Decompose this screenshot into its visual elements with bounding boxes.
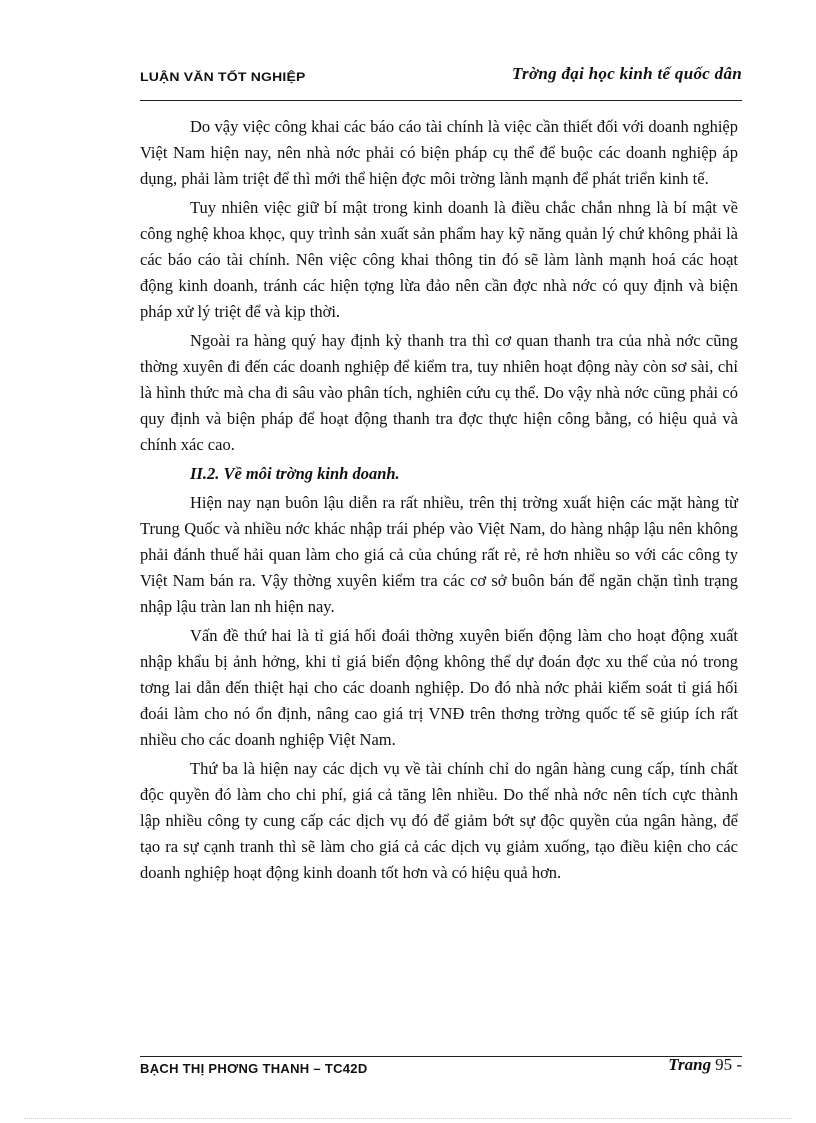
paragraph: Vấn đề thứ hai là tỉ giá hối đoái thờng xuyên biến động làm cho hoạt động xuất nhập khẩu bị ảnh hởng, khi tỉ giá biến động không thể dự đoán đợc xu thế của nó trong tơng lai dẫn đến thiệt hại cho các doanh nghiệp. Do đó nhà nớc phải kiểm soát tỉ giá hối đoái làm cho nó ổn định, nâng cao giá trị VNĐ trên thơng trờng quốc tế sẽ giúp ích rất nhiều cho các doanh nghiệp Việt Nam. (140, 626, 738, 749)
paragraph: Ngoài ra hàng quý hay định kỳ thanh tra thì cơ quan thanh tra của nhà nớc cũng thờng xuyên đi đến các doanh nghiệp để kiểm tra, tuy nhiên hoạt động này còn sơ sài, chỉ là hình thức mà cha đi sâu vào phân tích, nghiên cứu cụ thể. Do vậy nhà nớc cũng phải có quy định và biện pháp để hoạt động thanh tra đợc thực hiện công bằng, có hiệu quả và chính xác cao. (140, 331, 738, 454)
paragraph: Hiện nay nạn buôn lậu diễn ra rất nhiều, trên thị trờng xuất hiện các mặt hàng từ Trung Quốc và nhiều nớc khác nhập trái phép vào Việt Nam, do hàng nhập lậu nên không phải đánh thuế hải quan làm cho giá cả của chúng rất rẻ, rẻ hơn nhiều so với các công ty Việt Nam bán ra. Vậy thờng xuyên kiểm tra các cơ sở buôn bán để ngăn chặn tình trạng nhập lậu tràn lan nh hiện nay. (140, 493, 738, 616)
page-footer (140, 1056, 742, 1081)
page-edge-divider (24, 1118, 792, 1119)
section-heading: II.2. Về môi trờng kinh doanh. (190, 464, 400, 483)
paragraph: Thứ ba là hiện nay các dịch vụ về tài chính chỉ do ngân hàng cung cấp, tính chất độc quyền đó làm cho chi phí, giá cả tăng lên nhiều. Do thế nhà nớc nên tích cực thành lập nhiều công ty cung cấp các dịch vụ đó để giảm bớt sự độc quyền của ngân hàng, để tạo ra sự cạnh tranh thì sẽ làm cho giá cả các dịch vụ giảm xuống, tạo điều kiện cho các doanh nghiệp hoạt động kinh doanh tốt hơn và có hiệu quả hơn. (140, 759, 738, 882)
page-header (140, 60, 742, 101)
paragraph: Tuy nhiên việc giữ bí mật trong kinh doanh là điều chắc chắn nhng là bí mật về công nghệ khoa khọc, quy trình sản xuất sản phẩm hay kỹ năng quản lý chứ không phải là các báo cáo tài chính. Nên việc công khai thông tin đó sẽ làm lành mạnh hoá các hoạt động kinh doanh, tránh các hiện tợng lừa đảo nên cần đợc nhà nớc có quy định và biện pháp xử lý triệt để và kịp thời. (140, 198, 738, 321)
page-number: 95 - (715, 1056, 742, 1074)
paragraph: Do vậy việc công khai các báo cáo tài chính là việc cần thiết đối với doanh nghiệp Việt Nam hiện nay, nên nhà nớc phải có biện pháp cụ thể để buộc các doanh nghiệp áp dụng, phải làm triệt để thì mới thể hiện đợc môi trờng lành mạnh để phát triển kinh tế. (140, 117, 738, 188)
document-body (140, 114, 738, 889)
page-label: Trang (668, 1056, 712, 1074)
page-indicator (662, 1056, 742, 1075)
author-name: BẠCH THỊ PHƠNG THANH – TC42D (140, 1061, 368, 1076)
thesis-label: LUẬN VĂN TỐT NGHIỆP (140, 70, 306, 84)
university-name: Trờng đại học kinh tế quốc dân (511, 64, 742, 83)
